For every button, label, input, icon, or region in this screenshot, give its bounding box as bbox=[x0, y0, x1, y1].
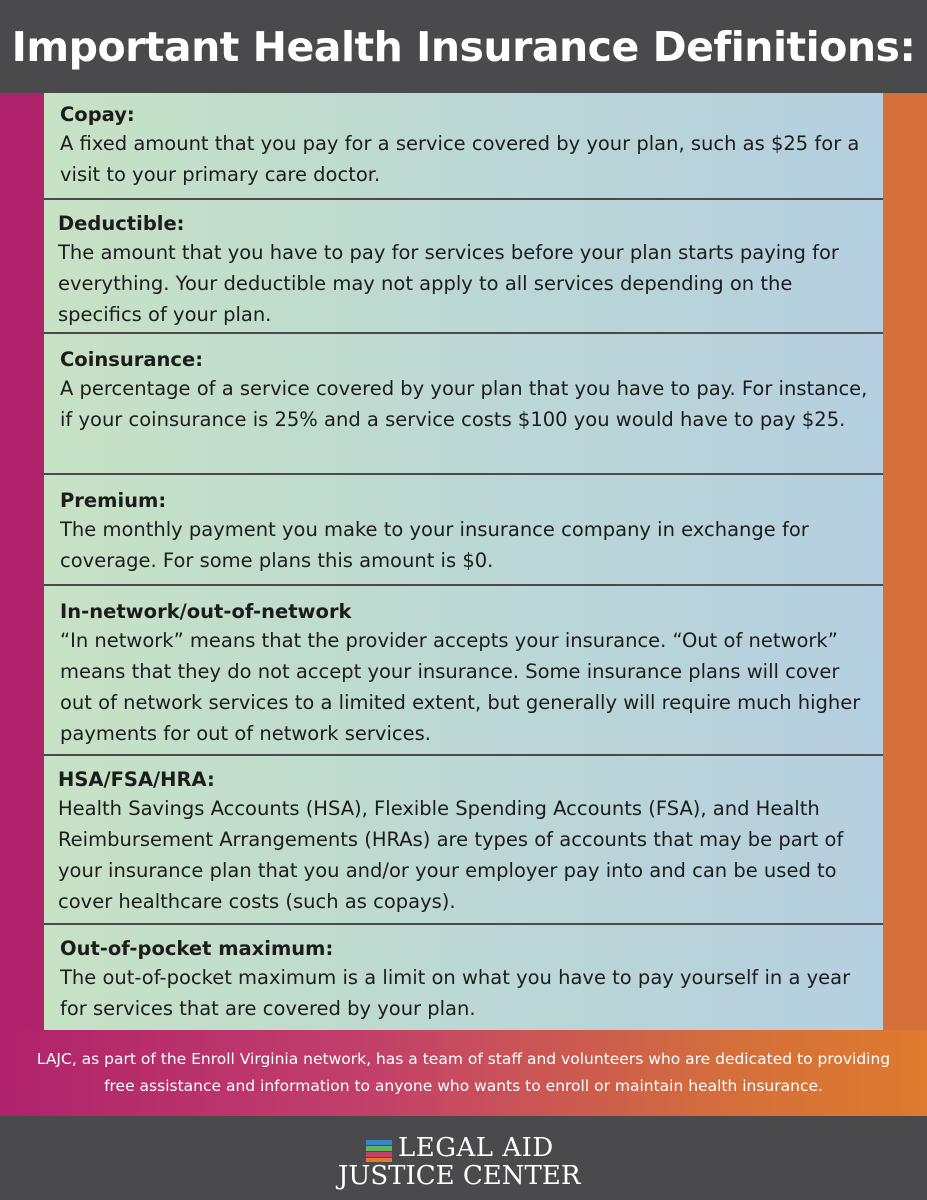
definition-term: Coinsurance: bbox=[60, 348, 204, 371]
definitions-panel bbox=[44, 93, 883, 1030]
definition-copay bbox=[44, 93, 883, 198]
right-color-band bbox=[883, 93, 927, 1030]
definition-text: The monthly payment you make to your insurance company in exchange for coverage. For some plans this amount is $0. bbox=[60, 518, 809, 572]
definition-term: Premium: bbox=[60, 489, 167, 512]
footer-note bbox=[0, 1030, 927, 1116]
left-color-band bbox=[0, 93, 44, 1030]
definition-term: HSA/FSA/HRA: bbox=[58, 768, 215, 791]
definition-hsa-fsa-hra bbox=[44, 754, 883, 923]
definition-out-of-pocket-max bbox=[44, 923, 883, 1030]
header bbox=[0, 0, 927, 93]
legal-aid-justice-center-logo bbox=[338, 1128, 608, 1190]
footer-text: LAJC, as part of the Enroll Virginia network, has a team of staff and volunteers who are dedicated to providing free assistance and information to anyone who wants to enroll or maintain health insurance. bbox=[36, 1050, 891, 1095]
definition-text: The amount that you have to pay for services before your plan starts paying for everything. Your deductible may not apply to all services depending on the specifics of your plan. bbox=[58, 241, 839, 326]
definition-term: Out-of-pocket maximum: bbox=[60, 937, 334, 960]
stacked-bars-logo-icon bbox=[366, 1140, 392, 1162]
logo-text-line1: LEGAL AID bbox=[398, 1133, 554, 1163]
definition-premium bbox=[44, 473, 883, 584]
logo-bar bbox=[0, 1116, 927, 1200]
definition-text: A percentage of a service covered by your plan that you have to pay. For instance, if your coinsurance is 25% and a service costs $100 you would have to pay $25. bbox=[60, 377, 868, 431]
definition-text: “In network” means that the provider accepts your insurance. “Out of network” means that they do not accept your insurance. Some insurance plans will cover out of network services to a limited extent, but generally will require much higher payments for out of network services. bbox=[60, 629, 861, 745]
definition-term: In-network/out-of-network bbox=[60, 600, 352, 623]
definition-term: Copay: bbox=[60, 103, 135, 126]
definition-term: Deductible: bbox=[58, 212, 185, 235]
definition-text: Health Savings Accounts (HSA), Flexible Spending Accounts (FSA), and Health Reimbursement Arrangements (HRAs) are types of accounts that may be part of your insurance plan that you and/or your employer pay into and can be used to cover healthcare costs (such as copays). bbox=[58, 797, 844, 913]
definition-in-network bbox=[44, 584, 883, 754]
logo-text-line2: JUSTICE CENTER bbox=[338, 1161, 581, 1191]
definition-text: A fixed amount that you pay for a service covered by your plan, such as $25 for a visit to your primary care doctor. bbox=[60, 132, 860, 186]
definition-text: The out-of-pocket maximum is a limit on what you have to pay yourself in a year for services that are covered by your plan. bbox=[60, 966, 851, 1020]
definition-coinsurance bbox=[44, 332, 883, 473]
definition-deductible bbox=[44, 198, 883, 332]
page-title: Important Health Insurance Definitions: bbox=[11, 22, 916, 71]
